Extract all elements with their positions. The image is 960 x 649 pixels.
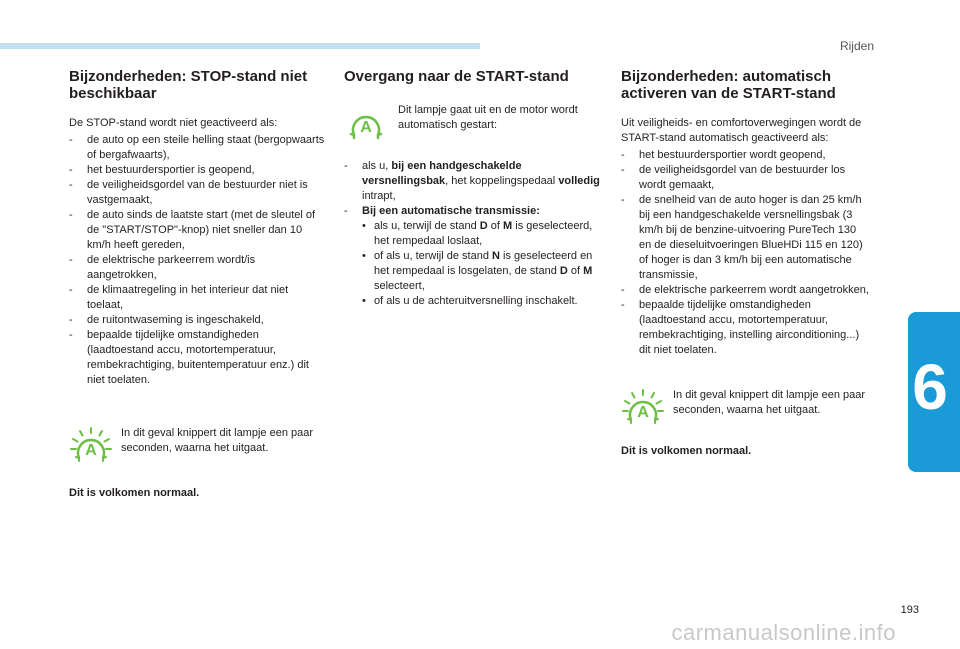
chapter-number: 6 — [912, 351, 948, 423]
list-item: - als u, bij een handgeschakelde versnellingsbak, het koppelingspedaal volledig intrapt, — [344, 159, 606, 204]
list-item: - de auto op een steile helling staat (bergopwaarts of bergafwaarts), — [69, 133, 327, 163]
condition-list — [621, 148, 871, 358]
start-condition-list — [344, 159, 606, 309]
auto-stop-flashing-icon — [621, 388, 665, 428]
normal-note: Dit is volkomen normaal. — [621, 445, 752, 457]
auto-stop-flashing-icon — [69, 426, 113, 466]
condition-list — [69, 133, 327, 388]
lamp-notice — [344, 103, 606, 143]
lamp-text: In dit geval knippert dit lampje een paar seconden, waarna het uitgaat. — [673, 389, 866, 416]
sub-list-item: • of als u, terwijl de stand N is geselecteerd en het rempedaal is losgelaten, de stand D of M selecteert, — [362, 249, 606, 294]
list-item: - de ruitontwaseming is ingeschakeld, — [69, 313, 327, 328]
column-auto-start — [621, 68, 871, 461]
lamp-notice — [69, 426, 327, 466]
section-title: Bijzonderheden: automatisch activeren van de START-stand — [621, 68, 836, 102]
lamp-text: Dit lampje gaat uit en de motor wordt automatisch gestart: — [398, 104, 578, 131]
lamp-text: In dit geval knippert dit lampje een paar seconden, waarna het uitgaat. — [121, 427, 314, 454]
normal-note: Dit is volkomen normaal. — [69, 487, 200, 499]
list-item: - bepaalde tijdelijke omstandigheden (laadtoestand accu, motortemperatuur, rembekrachtiging, buitentemperatuur enz.) dit niet toelaten. — [69, 328, 327, 388]
list-item: - de elektrische parkeerrem wordt/is aangetrokken, — [69, 253, 327, 283]
svg-text:A: A — [637, 404, 649, 421]
column-stop-unavailable — [69, 68, 327, 503]
svg-text:A: A — [85, 442, 97, 459]
auto-start-icon — [344, 103, 388, 143]
sub-list-item: • als u, terwijl de stand D of M is geselecteerd, het rempedaal loslaat, — [362, 219, 606, 249]
sub-list — [362, 219, 606, 309]
svg-text:A: A — [360, 119, 372, 136]
intro-text: De STOP-stand wordt niet geactiveerd als: — [69, 117, 278, 129]
list-item: - de klimaatregeling in het interieur dat niet toelaat, — [69, 283, 327, 313]
list-item: - de auto sinds de laatste start (met de sleutel of de "START/STOP"-knop) niet sneller dan 10 km/h heeft gereden, — [69, 208, 327, 253]
column-start-transition — [344, 68, 606, 309]
intro-text: Uit veiligheids- en comfortoverwegingen wordt de START-stand automatisch geactiveerd als: — [621, 117, 862, 144]
list-item: - het bestuurdersportier wordt geopend, — [621, 148, 871, 163]
sub-list-item: • of als u de achteruitversnelling inschakelt. — [362, 294, 606, 309]
list-item: - Bij een automatische transmissie: • als u, terwijl de stand D of M is geselecteerd, het rempedaal loslaat, • of als u, terwijl de stand N is geselecteerd en het rempedaal is losgelaten, de stand D of M selecteert, • of als u de achteruitversnelling inschakelt. — [344, 204, 606, 309]
section-label: Rijden — [839, 39, 874, 53]
list-item: - de veiligheidsgordel van de bestuurder los wordt gemaakt, — [621, 163, 871, 193]
watermark: carmanualsonline.info — [671, 620, 896, 645]
lamp-notice — [621, 388, 871, 428]
list-item: - het bestuurdersportier is geopend, — [69, 163, 327, 178]
header-bar — [0, 43, 480, 49]
list-item: - bepaalde tijdelijke omstandigheden (laadtoestand accu, motortemperatuur, rembekrachtiging, instelling airconditioning...) dit niet toelaten. — [621, 298, 871, 358]
page-number: 193 — [900, 604, 919, 616]
list-item: - de elektrische parkeerrem wordt aangetrokken, — [621, 283, 871, 298]
section-title: Overgang naar de START-stand — [344, 68, 569, 85]
section-title: Bijzonderheden: STOP-stand niet beschikbaar — [69, 68, 308, 102]
list-item: - de veiligheidsgordel van de bestuurder niet is vastgemaakt, — [69, 178, 327, 208]
list-item: - de snelheid van de auto hoger is dan 25 km/h bij een handgeschakelde versnellingsbak (3 km/h bij de benzine-uitvoering PureTech 130 en de dieseluitvoeringen BlueHDi 115 en 120) of hoger is dan 3 km/h bij een automatische transmissie, — [621, 193, 871, 283]
